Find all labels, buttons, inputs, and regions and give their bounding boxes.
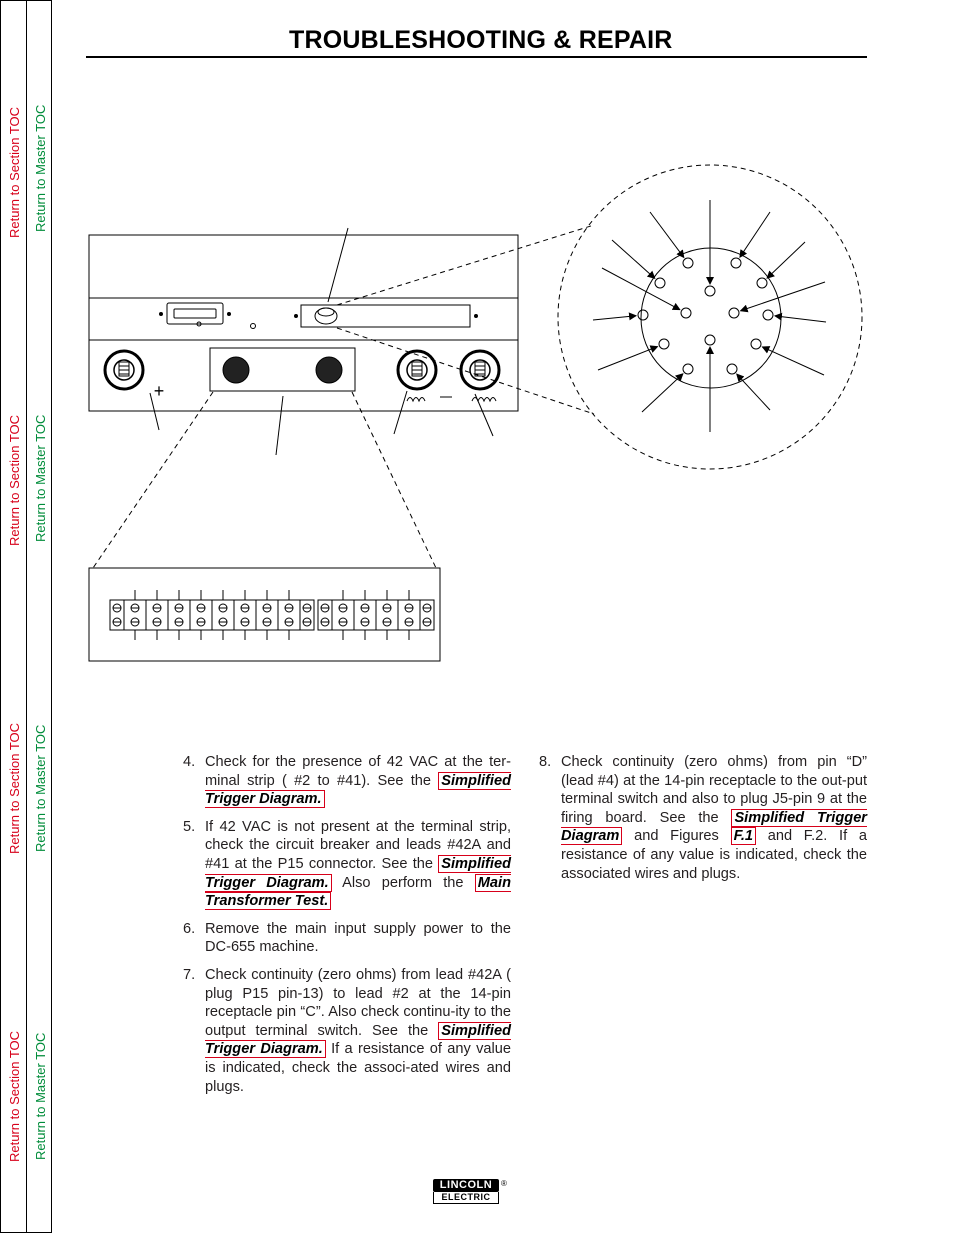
- terminal-strip: [110, 590, 434, 640]
- step-4: 4. Check for the presence of 42 VAC at the ter-minal strip ( #2 to #41). See the Simplified Trigger Diagram.: [183, 754, 511, 808]
- receptacle-pin: [681, 308, 691, 318]
- steps-column-left: [183, 753, 511, 1105]
- terminal-block: [110, 600, 124, 630]
- receptacle-pin: [655, 278, 665, 288]
- pin-arrow: [602, 268, 680, 310]
- steps-column-right: [539, 753, 867, 892]
- pin-arrow: [740, 212, 770, 257]
- page-title: TROUBLESHOOTING & REPAIR: [289, 26, 673, 54]
- receptacle-pin: [727, 364, 737, 374]
- receptacle-pin: [705, 286, 715, 296]
- receptacle-pin: [729, 308, 739, 318]
- pin-arrow: [598, 347, 657, 370]
- return-to-master-toc-link[interactable]: Return to Master TOC: [33, 104, 48, 232]
- simplified-trigger-diagram-link[interactable]: Simplified Trigger Diagram: [561, 809, 867, 845]
- receptacle-pin-arrows: [593, 200, 826, 432]
- pin-arrow: [775, 316, 826, 322]
- terminal-strip-box: [89, 568, 440, 661]
- pin-arrow: [741, 282, 825, 311]
- terminal-block: [398, 590, 420, 640]
- receptacle-pins: [638, 258, 773, 374]
- terminal-block: [354, 590, 376, 640]
- receptacle-pin: [683, 364, 693, 374]
- step-6: 6. Remove the main input supply power to the DC-655 machine.: [183, 920, 511, 956]
- return-to-master-toc-link[interactable]: Return to Master TOC: [33, 724, 48, 852]
- pin-arrow: [593, 316, 636, 320]
- terminal-block: [190, 590, 212, 640]
- return-to-master-toc-link[interactable]: Return to Master TOC: [33, 414, 48, 542]
- simplified-trigger-diagram-link[interactable]: Simplified Trigger Diagram.: [205, 855, 511, 891]
- receptacle-pin: [731, 258, 741, 268]
- positive-symbol: +: [153, 381, 165, 401]
- return-to-section-toc-link[interactable]: Return to Section TOC: [7, 1030, 22, 1162]
- terminal-block: [420, 600, 434, 630]
- figure-f1-link[interactable]: F.1: [731, 827, 756, 845]
- terminal-block: [332, 590, 354, 640]
- receptacle-pin: [683, 258, 693, 268]
- pin-arrow: [762, 347, 824, 375]
- main-transformer-test-link[interactable]: Main Transformer Test.: [205, 874, 511, 910]
- terminal-block: [212, 590, 234, 640]
- terminal-block: [234, 590, 256, 640]
- terminal-block: [300, 600, 314, 630]
- terminal-block: [146, 590, 168, 640]
- pin-arrow: [650, 212, 684, 257]
- simplified-trigger-diagram-link[interactable]: Simplified Trigger Diagram.: [205, 772, 511, 808]
- pin-arrow: [612, 240, 655, 278]
- receptacle-pin: [638, 310, 648, 320]
- return-to-section-toc-link[interactable]: Return to Section TOC: [7, 722, 22, 854]
- step-8: 8. Check continuity (zero ohms) from pin “D” (lead #4) at the 14-pin receptacle to the out-put terminal switch and also to plug J5-pin 9 at the firing board. See the Simplified Trigger Diagram and Figures F.1 and F.2. If a resistance of any value is indicated, check the associated wires and plugs.: [539, 754, 867, 882]
- terminal-block: [318, 600, 332, 630]
- receptacle-pin: [705, 335, 715, 345]
- step-7: 7. Check continuity (zero ohms) from lead #42A ( plug P15 pin-13) to lead #2 at the 14-pin receptacle pin “C”. Also check continu-ity to the output terminal switch. See the Simplified Trigger Diagram. If a resistance of any value is indicated, check the associ-ated wires and plugs.: [183, 966, 512, 1095]
- step-5: 5. If 42 VAC is not present at the terminal strip, check the circuit breaker and leads #42A and #41 at the P15 connector. See the Simplified Trigger Diagram. Also perform the Main Transformer Test.: [183, 818, 511, 910]
- terminal-block: [256, 590, 278, 640]
- pin-arrow: [642, 374, 683, 412]
- return-to-section-toc-link[interactable]: Return to Section TOC: [7, 106, 22, 238]
- simplified-trigger-diagram-link[interactable]: Simplified Trigger Diagram.: [205, 1022, 511, 1058]
- pin-arrow: [767, 242, 805, 278]
- receptacle-pin: [763, 310, 773, 320]
- receptacle-pin: [751, 339, 761, 349]
- receptacle-pin: [757, 278, 767, 288]
- terminal-block: [278, 590, 300, 640]
- return-to-master-toc-link[interactable]: Return to Master TOC: [33, 1032, 48, 1160]
- receptacle-pin: [659, 339, 669, 349]
- pin-arrow: [737, 374, 770, 410]
- receptacle-face: [641, 248, 781, 388]
- lincoln-electric-logo: LINCOLN ELECTRIC ®: [433, 1179, 513, 1205]
- terminal-block: [124, 590, 146, 640]
- terminal-block: [376, 590, 398, 640]
- terminal-block: [168, 590, 190, 640]
- return-to-section-toc-link[interactable]: Return to Section TOC: [7, 414, 22, 546]
